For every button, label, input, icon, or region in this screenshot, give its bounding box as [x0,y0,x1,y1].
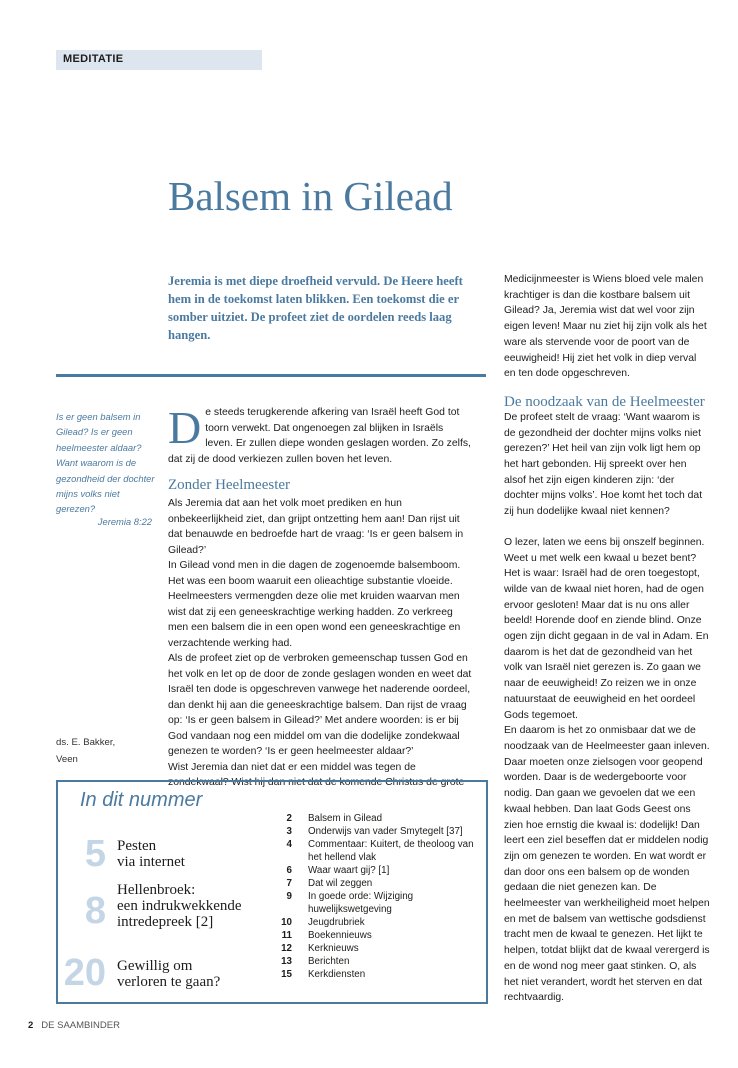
body-paragraph: Medicijnmeester is Wiens bloed vele malen krachtiger is dan die kostbare balsem uit Gilead? Ja, Jeremia wist dat wel voor zijn eigen leven! Maar nu ziet hij zijn volk als het ware als stervende voor de poort van de eeuwigheid! Hij ziet het volk in diep verval en ten dode opgeschreven. [504,274,707,380]
body-paragraph: Wist Jeremia dan niet dat er een middel was tegen de zondekwaal? Wist hij dan niet dat de komende Christus de grote [168,761,465,788]
body-paragraph: Als Jeremia dat aan het volk moet prediken en hun onbekeerlijkheid ziet, dan grijpt ontzetting hem aan! Dan rijst uit dat benauwde en bedroefde hart de vraag: ‘Is er geen balsem in Gilead?’ [168,498,464,556]
drop-cap: D [168,402,202,453]
body-paragraph: De profeet stelt de vraag: ‘Want waarom is de gezondheid der dochter mijns volks niet gerezen?’ Het heil van zijn volk ligt hem op het hart gebonden. Hij spreekt over hen alsof het zijn eigen kinderen zijn: ‘der dochter mijns volks’. Hoe komt het toch dat zij hun dodelijke kwaal niet kennen? [504,411,703,518]
section-label: MEDITATIE [56,50,262,70]
featured-title: Pesten via internet [117,838,185,870]
body-paragraph: O lezer, laten we eens bij onszelf beginnen. Weet u met welk een kwaal u bezet bent? Het is waar: Israël had de oren toegestopt, wilde van de kwaal niet horen, had de ogen ervoor gesloten! Maar dat is nu ons aller beeld! Horende doof en ziende blind. Onze ogen zijn dicht gegaan in de val in Adam. En daarom is het dat de gezondheid van het volk van Israël niet gerezen is. Zo gaan we naar de eeuwigheid! Zo reizen we in onze natuurstaat de eeuwigheid en het oordeel Gods tegemoet. [504,536,709,721]
body-paragraph: In Gilead vond men in die dagen de zogenoemde balsemboom. Het was een boom waaruit een olieachtige substantie vloeide. Heelmeesters vermengden deze olie met kruiden waarvan men wist dat zij een geneeskrachtige werking hadden. Zo verkreeg men een balsem die in een open wond een geneeskrachtige en verzachtende werking had. [168,560,461,649]
contents-list-item[interactable]: 11 Boekennieuws [281,930,372,941]
author-name: ds. E. Bakker, [56,737,116,748]
footer-page-number: 2 [28,1020,34,1031]
contents-list-item[interactable]: 10 Jeugdrubriek [281,917,365,928]
featured-page-number: 8 [84,890,106,932]
featured-item[interactable] [62,833,262,877]
subheading-zonder-heelmeester: Zonder Heelmeester [168,477,291,493]
contents-list-item[interactable]: 15 Kerkdiensten [281,969,366,980]
contents-list [278,812,478,981]
body-paragraph: Als de profeet ziet op de verbroken gemeenschap tussen God en het volk en let op de door de zonde geslagen wonden en weet dat Israël ten dode is opgeschreven vanwege het naderende oordeel, dan denkt hij aan die geneeskrachtige balsem. Dan rijst de vraag op: ‘Is er geen balsem in Gilead?’ Met andere woorden: is er bij God vandaan nog een middel om van die dodelijke zondekwaal genezen te worden? ‘Is er geen heelmeester aldaar?’ [168,653,472,757]
contents-list-item[interactable]: 9 In goede orde: Wijziging huwelijkswetgeving [286,891,414,915]
body-paragraph: En daarom is het zo onmisbaar dat we de noodzaak van de Heelmeester gaan inleven. Daar moeten onze zielsogen voor geopend worden. Daar is de wedergeboorte voor nodig. Dan gaan we gevoelen dat we een kwaal hebben. Dan laat Gods Geest ons zien hoe ernstig die kwaal is: dodelijk! Dan leert een ziel beseffen dat er middelen nodig zijn om genezen te worden. En wat wordt er dan door ons een balsem op de wonden gedaan die niet genezen kan. De heelmeester van werkheiligheid moet helpen en met de balsem van wettische godsdienst tracht men de kwaal te genezen. Het lijkt te helpen, totdat blijkt dat de kwaal verergerd is en de wond nog meer gaat stinken. O, als het niet verandert, wordt het sterven en dat rechtvaardig. [504,725,710,1004]
contents-list-item[interactable]: 6 Waar waart gij? [1] [286,865,390,876]
author-byline [56,735,156,768]
page-footer [28,1020,120,1031]
contents-title: In dit nummer [80,789,203,811]
featured-item[interactable] [62,950,262,994]
pull-quote-reference: Jeremia 8:22 [97,516,152,527]
contents-list-item[interactable]: 3 Onderwijs van vader Smytegelt [37] [286,826,463,837]
page-title: Balsem in Gilead [168,173,453,219]
featured-page-number: 5 [84,833,106,875]
article-column-middle [168,402,473,791]
featured-title: Gewillig om verloren te gaan? [117,958,221,990]
pull-quote: Is er geen balsem in Gilead? Is er geen heelmeester aldaar? Want waarom is de gezondheid der dochter mijns volks niet gerezen? [56,411,155,515]
subheading-noodzaak: De noodzaak van de Heelmeester [504,393,705,410]
divider-rule [56,374,486,377]
footer-publication: DE SAAMBINDER [41,1020,120,1031]
featured-title: Hellenbroek: een indrukwekkende intredepreek [2] [117,882,242,930]
featured-page-number: 20 [63,952,106,994]
lead-paragraph: Jeremia is met diepe droefheid vervuld. De Heere heeft hem in de toekomst laten blikken. Een toekomst die er somber uitziet. De profeet ziet de oordelen reeds laag hangen. [168,274,463,342]
contents-list-item[interactable]: 12 Kerknieuws [281,943,359,954]
author-place: Veen [56,753,78,765]
intro-paragraph: De steeds terugkerende afkering van Israël heeft God tot toorn verwekt. Dat ongenoegen zal blijken in Israëls leven. Er zullen diepe wonden geslagen worden. Zo zelfs, dat zij de dood verkiezen zullen boven het leven. [168,402,471,465]
contents-list-item[interactable]: 13 Berichten [281,956,350,967]
contents-list-item[interactable]: 4 Commentaar: Kuitert, de theoloog van het hellend vlak [286,839,474,863]
article-column-right [504,272,710,1006]
featured-item[interactable] [62,880,262,936]
contents-list-item[interactable]: 7 Dat wil zeggen [286,878,373,889]
contents-list-item[interactable]: 2 Balsem in Gilead [286,813,383,824]
